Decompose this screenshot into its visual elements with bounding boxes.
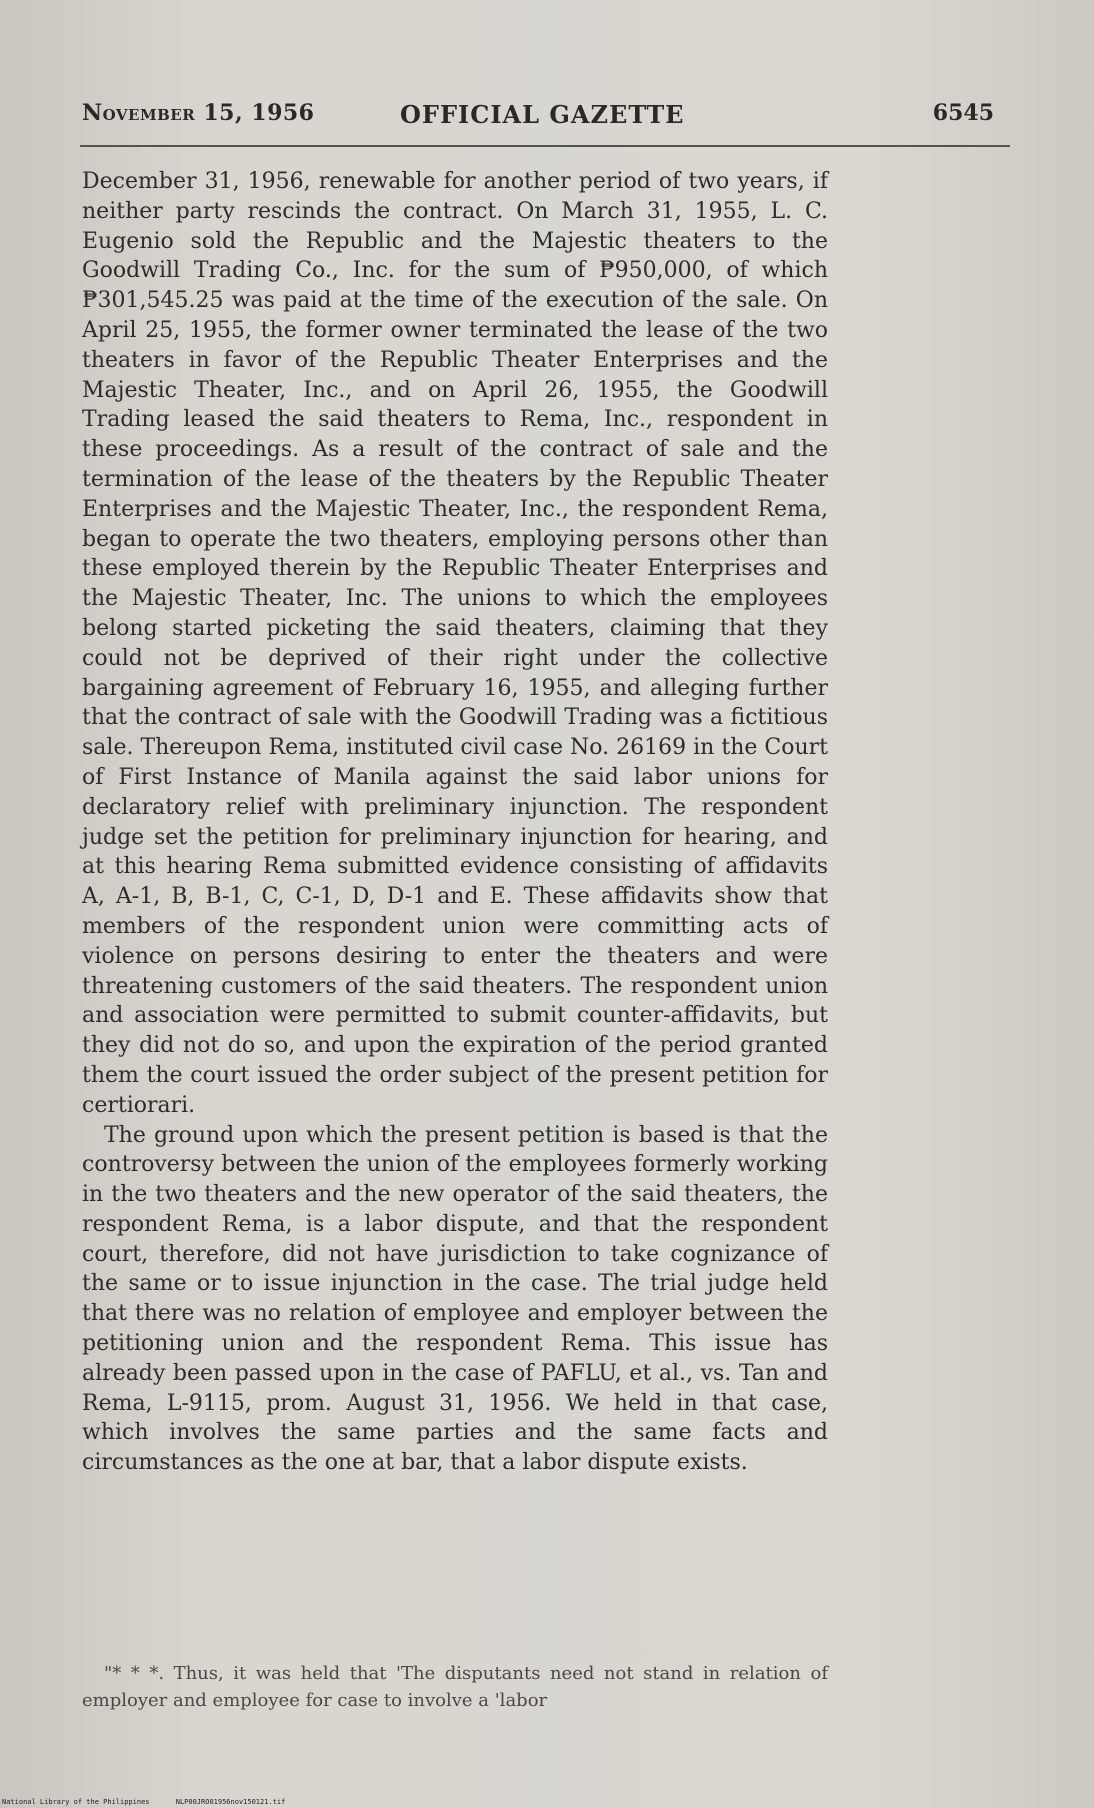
paragraph: The ground upon which the present petition is based is that the controversy between the union of the employees formerly working in the two theaters and the new operator of the said theaters, the respondent Rema, is a labor dispute, and that the respondent court, therefore, did not have jurisdiction to take cognizance of the same or to issue injunction in the case. The trial judge held that there was no relation of employee and employer between the petitioning union and the respondent Rema. This issue has already been passed upon in the case of PAFLU, et al., vs. Tan and Rema, L-9115, prom. August 31, 1956. We held in that case, which involves the same parties and the same facts and circumstances as the one at bar, that a labor dispute exists. xyxy=(82,1122,828,1476)
footer-filename: NLP00JRO01956nov150121.tif xyxy=(175,1798,286,1806)
header-title: OFFICIAL GAZETTE xyxy=(400,100,685,129)
scan-footer xyxy=(2,1798,285,1806)
footer-library: National Library of the Philippines xyxy=(2,1798,150,1806)
header-date: November 15, 1956 xyxy=(82,100,315,126)
page-number: 6545 xyxy=(932,100,994,126)
header-rule xyxy=(80,145,1010,147)
page-header xyxy=(82,100,1012,134)
footnote-quote: "* * *. Thus, it was held that 'The disputants need not stand in relation of employer and employee for case to involve a 'labor xyxy=(82,1663,828,1711)
body-text xyxy=(82,167,828,1478)
paragraph: December 31, 1956, renewable for another period of two years, if neither party rescinds the contract. On March 31, 1955, L. C. Eugenio sold the Republic and the Majestic theaters to the Goodwill Trading Co., Inc. for the sum of ₱950,000, of which ₱301,545.25 was paid at the time of the execution of the sale. On April 25, 1955, the former owner terminated the lease of the two theaters in favor of the Republic Theater Enterprises and the Majestic Theater, Inc., and on April 26, 1955, the Goodwill Trading leased the said theaters to Rema, Inc., respondent in these proceedings. As a result of the contract of sale and the termination of the lease of the theaters by the Republic Theater Enterprises and the Majestic Theater, Inc., the respondent Rema, began to operate the two theaters, employing persons other than these employed therein by the Republic Theater Enterprises and the Majestic Theater, Inc. The unions to which the employees belong started picketing the said theaters, claiming that they could not be deprived of their right under the collective bargaining agreement of February 16, 1955, and alleging further that the contract of sale with the Goodwill Trading was a fictitious sale. Thereupon Rema, instituted civil case No. 26169 in the Court of First Instance of Manila against the said labor unions for declaratory relief with preliminary injunction. The respondent judge set the petition for preliminary injunction for hearing, and at this hearing Rema submitted evidence consisting of affidavits A, A-1, B, B-1, C, C-1, D, D-1 and E. These affidavits show that members of the respondent union were committing acts of violence on persons desiring to enter the theaters and were threatening customers of the said theaters. The respondent union and association were permitted to submit counter-affidavits, but they did not do so, and upon the expiration of the period granted them the court issued the order subject of the present petition for certiorari. xyxy=(82,169,828,1118)
